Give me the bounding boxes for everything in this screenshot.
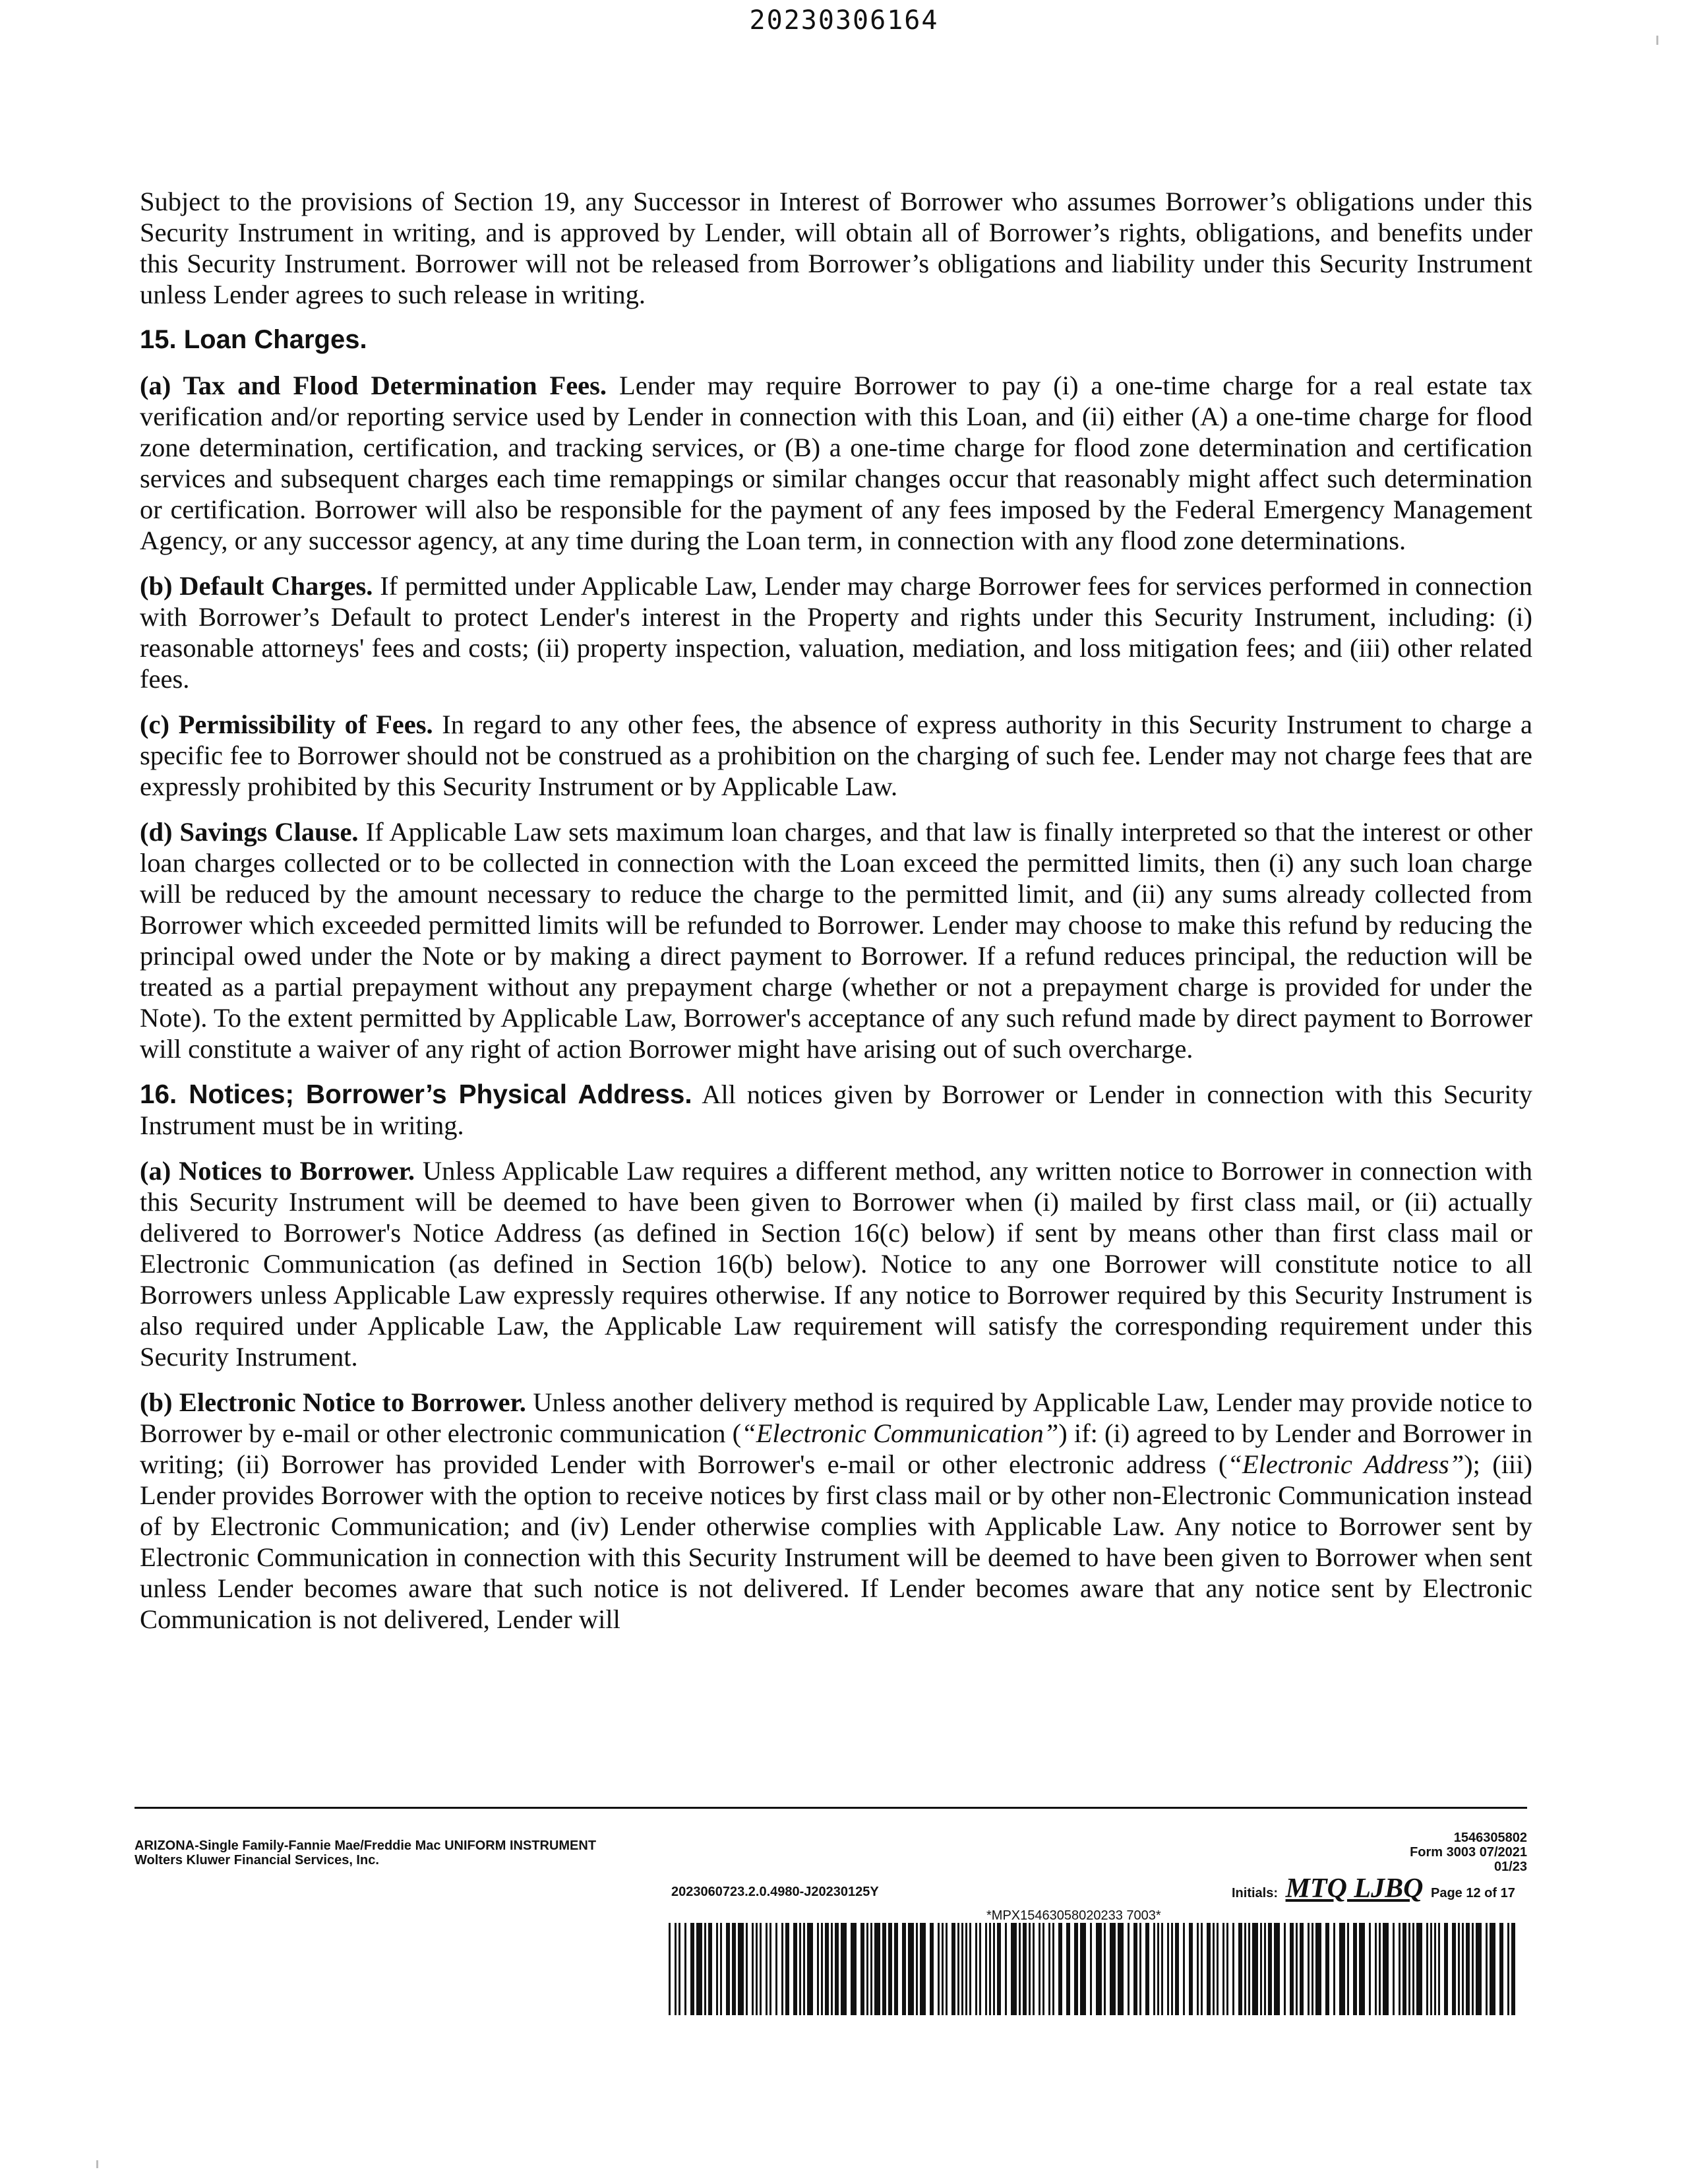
barcode-bar [817,1923,819,2015]
barcode-bar [760,1923,762,2015]
initials-label: Initials: [1232,1886,1279,1900]
barcode-bar [684,1923,686,2015]
document-code: 2023060723.2.0.4980-J20230125Y [671,1885,879,1899]
barcode-bar [793,1923,797,2015]
section-16b-text-3: ); (iii) Lender provides Borrower with the option to receive notices by first class mail or by other non-Electronic Communication instead of by Electronic Communication; and (iv) Lender otherwise complies with Applicable Law. Any notice to Borrower sent by Electronic Communication in connection with this Security Instrument will be deemed to have been given to Borrower when sent unless Lender becomes aware that such notice is not delivered. If Lender becomes aware that any notice sent by Electronic Communication is not delivered, Lender will [140,1449,1532,1634]
barcode-bar [1490,1923,1495,2015]
barcode-bar [930,1923,934,2015]
barcode-bar [1347,1923,1349,2015]
barcode-bar [866,1923,868,2015]
section-15a-text: Lender may require Borrower to pay (i) a one-time charge for a real estate tax verification and/or reporting service used by Lender in connection with this Loan, and (ii) either (A) a one-time charge for flood zone determination, certification, and tracking services, or (B) a one-time charge for flood zone determination and certification services and subsequent charges each time remappings or similar changes occur that reasonably might affect such determination or certification. Borrower will also be responsible for the payment of any fees imposed by the Federal Emergency Management Agency, or any successor agency, at any time during the Loan term, in connection with any flood zone determinations. [140,371,1532,555]
barcode-bar [1311,1923,1313,2015]
barcode-bar [1402,1923,1406,2015]
barcode-bar [1183,1923,1185,2015]
barcode-bar [1033,1923,1035,2015]
scan-mark [1656,36,1658,45]
section-15a-paragraph [140,370,1532,556]
barcode-bar [675,1923,677,2015]
barcode-bar [1452,1923,1456,2015]
section-16b-text-2: ) if: (i) agreed to by Lender and Borrower in writing; (ii) Borrower has provided Lender with Borrower's e-mail or other electronic address ( [140,1418,1532,1479]
loan-number: 1546305802 [1453,1831,1527,1845]
barcode-bar [1023,1923,1027,2015]
barcode-bar [1472,1923,1474,2015]
barcode-bar [1264,1923,1266,2015]
barcode-bar [902,1923,906,2015]
barcode-bar [969,1923,971,2015]
scan-mark [96,2160,98,2168]
barcode-bar [1039,1923,1040,2015]
barcode-bar [975,1923,977,2015]
barcode-bar [1090,1923,1092,2015]
section-15c-paragraph [140,709,1532,802]
barcode-bar [1268,1923,1272,2015]
section-15b-text: If permitted under Applicable Law, Lender may charge Borrower fees for services performed in connection with Borrower’s Default to protect Lender's interest in the Property and rights under this Security Instrument, including: (i) reasonable attorneys' fees and costs; (ii) property inspection, valuation, mediation, and loss mitigation fees; and (iii) other related fees. [140,571,1532,694]
barcode-bar [769,1923,771,2015]
barcode-bar [1416,1923,1422,2015]
section-16b-paragraph [140,1387,1532,1635]
barcode-bar [807,1923,813,2015]
barcode-bar [1458,1923,1460,2015]
barcode-bar [1290,1923,1294,2015]
barcode-bar [726,1923,730,2015]
barcode-bar [1066,1923,1070,2015]
barcode-bar [1207,1923,1211,2015]
barcode-bar [961,1923,963,2015]
section-15b-title: (b) Default Charges. [140,571,373,601]
barcode-bar [1274,1923,1280,2015]
barcode-bar [720,1923,722,2015]
barcode-bar [1029,1923,1031,2015]
barcode-bar [831,1923,833,2015]
section-15d-title: (d) Savings Clause. [140,817,359,847]
barcode-bar [1042,1923,1044,2015]
section-16b-text-1: Unless another delivery method is required by Applicable Law, Lender may provide notice to Borrower by e-mail or other electronic communication ( [140,1387,1532,1448]
barcode-bar [1080,1923,1086,2015]
barcode-bar [781,1923,783,2015]
section-16-heading: 16. Notices; Borrower’s Physical Address. [140,1079,692,1109]
section-16-paragraph [140,1079,1532,1141]
barcode-bar [1222,1923,1224,2015]
barcode-bar [985,1923,987,2015]
barcode-bar [997,1923,1001,2015]
document-body [140,186,1532,1649]
initials-signature: MTQ LJBQ [1285,1873,1424,1904]
barcode-bar [1248,1923,1250,2015]
section-16b-title: (b) Electronic Notice to Borrower. [140,1387,526,1417]
barcode-bar [746,1923,748,2015]
barcode-bar [732,1923,736,2015]
barcode-bar [1118,1923,1124,2015]
barcode-bar [1096,1923,1102,2015]
barcode-bar [1167,1923,1169,2015]
barcode-bar [946,1923,948,2015]
barcode-bar [752,1923,754,2015]
barcode-bar [1296,1923,1298,2015]
barcode-bar [1238,1923,1242,2015]
barcode-bar [1110,1923,1116,2015]
section-16-text: All notices given by Borrower or Lender in connection with this Security Instrument must be in writing. [140,1079,1532,1140]
barcode-bar [1430,1923,1432,2015]
barcode-bar [756,1923,758,2015]
section-15a-title: (a) Tax and Flood Determination Fees. [140,371,607,400]
footer-form-number-block [1410,1831,1527,1874]
barcode-bar [1426,1923,1428,2015]
barcode-bar [1260,1923,1262,2015]
barcode-bar [821,1923,823,2015]
barcode-bar [669,1923,671,2015]
barcode-bar [860,1923,864,2015]
barcode-bar [1486,1923,1488,2015]
barcode-bar [1444,1923,1448,2015]
barcode-bar [775,1923,777,2015]
barcode-bar [951,1923,955,2015]
barcode-bar [1139,1923,1141,2015]
barcode-bar [882,1923,886,2015]
barcode-bar [942,1923,944,2015]
barcode-bar [979,1923,981,2015]
barcode-bar [1476,1923,1482,2015]
section-16a-paragraph [140,1155,1532,1372]
barcode-bar [1412,1923,1414,2015]
barcode-bar [716,1923,718,2015]
barcode-bar [738,1923,744,2015]
barcode-bar [1133,1923,1137,2015]
barcode-bar [989,1923,991,2015]
section-15b-paragraph [140,570,1532,694]
barcode-bar [957,1923,959,2015]
barcode-bar [1300,1923,1304,2015]
barcode-bar [888,1923,892,2015]
barcode-bar [1197,1923,1199,2015]
barcode-bar [1074,1923,1078,2015]
barcode-bar [1175,1923,1179,2015]
barcode-bar [1369,1923,1371,2015]
barcode-caption: *MPX15463058020233 7003* [986,1908,1161,1923]
barcode-bar [1399,1923,1401,2015]
section-15d-text: If Applicable Law sets maximum loan charges, and that law is finally interpreted so that the interest or other loan charges collected or to be collected in connection with the Loan exceed the permitted limits, then (i) any such loan charge will be reduced by the amount necessary to reduce the charge to the permitted limit, and (ii) any sums already collected from Borrower which exceeded permitted limits will be refunded to Borrower. Lender may choose to make this refund by reducing the principal owed under the Note or by making a direct payment to Borrower. If a refund reduces principal, the reduction will be treated as a partial prepayment without any prepayment charge (whether or not a prepayment charge is provided for under the Note). To the extent permitted by Applicable Law, Borrower's acceptance of any such refund made by direct payment to Borrower will constitute a waiver of any right of action Borrower might have arising out of such overcharge. [140,817,1532,1064]
initials-row [1232,1873,1515,1904]
form-number: Form 3003 07/2021 [1410,1845,1527,1860]
barcode-bar [1499,1923,1503,2015]
barcode-bar [1339,1923,1345,2015]
barcode-bar [1058,1923,1062,2015]
form-revision: 01/23 [1493,1860,1527,1874]
barcode-bar [841,1923,847,2015]
barcode-bar [1333,1923,1335,2015]
barcode-bar [1005,1923,1007,2015]
barcode-bar [1315,1923,1321,2015]
section-15d-paragraph [140,816,1532,1064]
barcode-bar [1104,1923,1106,2015]
barcode-bar [965,1923,967,2015]
barcode-bar [766,1923,768,2015]
barcode-bar [1244,1923,1246,2015]
section-16a-title: (a) Notices to Borrower. [140,1156,415,1186]
publisher: Wolters Kluwer Financial Services, Inc. [135,1853,379,1867]
intro-paragraph: Subject to the provisions of Section 19, any Successor in Interest of Borrower who assumes Borrower’s obligations under this Security Instrument in writing, and is approved by Lender, will obtain all of Borrower’s rights, obligations, and benefits under this Security Instrument. Borrower will not be released from Borrower’s obligations and liability under this Security Instrument unless Lender agrees to such release in writing. [140,187,1532,309]
barcode-bar [1217,1923,1219,2015]
page-number: Page 12 of 17 [1430,1886,1515,1900]
barcode-bar [1383,1923,1389,2015]
barcode-bar [835,1923,839,2015]
barcode-bar [803,1923,805,2015]
defined-term-electronic-address: “Electronic Address” [1227,1449,1464,1479]
barcode-bar [1011,1923,1017,2015]
barcode-bar [1048,1923,1050,2015]
barcode-graphic [666,1923,1523,2015]
barcode-bar [1157,1923,1159,2015]
barcode-bar [993,1923,995,2015]
barcode-bar [908,1923,914,2015]
barcode-bar [1019,1923,1021,2015]
barcode-bar [1171,1923,1173,2015]
barcode [666,1923,1523,2015]
barcode-bar [874,1923,880,2015]
barcode-bar [1507,1923,1509,2015]
footer-divider [135,1807,1527,1809]
footer-form-info [135,1838,596,1867]
barcode-bar [1325,1923,1329,2015]
barcode-bar [1189,1923,1193,2015]
barcode-bar [1438,1923,1440,2015]
section-15-heading: 15. Loan Charges. [140,325,367,354]
barcode-bar [708,1923,712,2015]
barcode-bar [851,1923,857,2015]
barcode-bar [678,1923,680,2015]
barcode-bar [1128,1923,1130,2015]
barcode-bar [1393,1923,1395,2015]
barcode-bar [1434,1923,1436,2015]
barcode-bar [1052,1923,1054,2015]
barcode-bar [1284,1923,1286,2015]
barcode-bar [1213,1923,1215,2015]
barcode-bar [785,1923,789,2015]
barcode-bar [1308,1923,1310,2015]
barcode-bar [870,1923,872,2015]
barcode-bar [1408,1923,1410,2015]
barcode-bar [1379,1923,1381,2015]
barcode-bar [1359,1923,1365,2015]
barcode-bar [1375,1923,1377,2015]
section-15c-title: (c) Permissibility of Fees. [140,710,433,739]
defined-term-electronic-communication: “Electronic Communication” [741,1418,1059,1448]
barcode-bar [1232,1923,1234,2015]
barcode-bar [825,1923,829,2015]
barcode-bar [696,1923,702,2015]
form-title: ARIZONA-Single Family-Fannie Mae/Freddie Mac UNIFORM INSTRUMENT [135,1838,597,1853]
barcode-bar [1353,1923,1357,2015]
barcode-bar [916,1923,918,2015]
barcode-bar [1145,1923,1149,2015]
barcode-bar [920,1923,926,2015]
barcode-bar [1226,1923,1228,2015]
barcode-bar [1462,1923,1464,2015]
section-16a-text: Unless Applicable Law requires a different method, any written notice to Borrower in connection with this Security Instrument will be deemed to have been given to Borrower when (i) mailed by first class mail, or (ii) actually delivered to Borrower's Notice Address (as defined in Section 16(c) below) if sent by means other than first class mail or Electronic Communication (as defined in Section 16(b) below). Notice to any one Borrower will constitute notice to all Borrowers unless Applicable Law expressly requires otherwise. If any notice to Borrower required by this Security Instrument is also required under Applicable Law, the Applicable Law requirement will satisfy the corresponding requirement under this Security Instrument. [140,1156,1533,1372]
barcode-bar [1466,1923,1470,2015]
barcode-bar [1161,1923,1163,2015]
section-15c-text: In regard to any other fees, the absence of express authority in this Security Instrument to charge a specific fee to Borrower should not be construed as a prohibition on the charging of such fee. Lender may not charge fees that are expressly prohibited by this Security Instrument or by Applicable Law. [140,710,1532,801]
barcode-bar [1252,1923,1258,2015]
barcode-bar [1511,1923,1515,2015]
barcode-bar [1153,1923,1155,2015]
barcode-bar [690,1923,694,2015]
barcode-bar [1201,1923,1203,2015]
barcode-bar [894,1923,898,2015]
barcode-bar [704,1923,706,2015]
barcode-bar [799,1923,801,2015]
recording-number: 20230306164 [749,5,939,36]
barcode-bar [938,1923,940,2015]
